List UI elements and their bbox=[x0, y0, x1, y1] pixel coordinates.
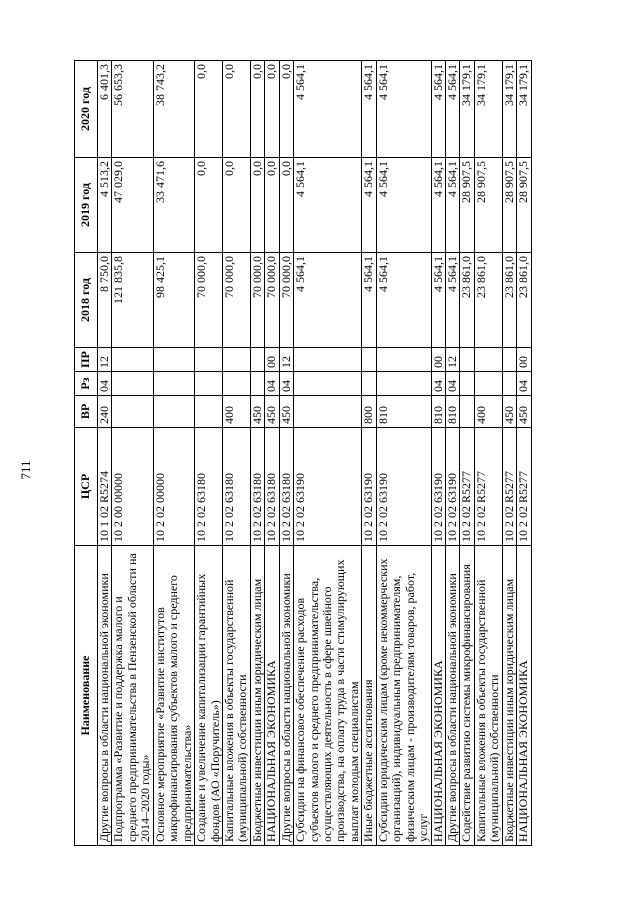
cell-2019: 28 907,5 bbox=[517, 158, 531, 253]
table-row bbox=[445, 61, 459, 846]
cell-2019: 0,0 bbox=[279, 158, 293, 253]
cell-rz: 04 bbox=[445, 372, 459, 396]
cell-rz bbox=[153, 372, 194, 396]
cell-name: НАЦИОНАЛЬНАЯ ЭКОНОМИКА bbox=[265, 546, 279, 846]
table-row bbox=[460, 61, 474, 846]
table-row bbox=[279, 61, 293, 846]
cell-csr: 10 2 02 63180 bbox=[279, 428, 293, 546]
cell-2020: 0,0 bbox=[265, 61, 279, 158]
header-2019: 2019 год bbox=[75, 158, 98, 253]
cell-name: Подпрограмма «Развитие и поддержка малого и среднего предпринимательства в Пензенской области на 2014–2020 годы» bbox=[112, 546, 153, 846]
cell-csr: 10 2 02 R5277 bbox=[502, 428, 516, 546]
cell-pr bbox=[502, 348, 516, 372]
table-row bbox=[474, 61, 502, 846]
cell-csr: 10 2 02 63180 bbox=[222, 428, 250, 546]
cell-name: Создание и увеличение капитализации гарантийных фондов (АО «Поручитель») bbox=[195, 546, 223, 846]
cell-vr bbox=[195, 396, 223, 428]
cell-rz bbox=[195, 372, 223, 396]
cell-2019: 28 907,5 bbox=[502, 158, 516, 253]
cell-name: Бюджетные инвестиции иным юридическим лицам bbox=[502, 546, 516, 846]
cell-2020: 34 179,1 bbox=[502, 61, 516, 158]
cell-name: Капитальные вложения в объекты государственной (муниципальной) собственности bbox=[222, 546, 250, 846]
cell-csr: 10 2 00 00000 bbox=[112, 428, 153, 546]
cell-vr: 450 bbox=[517, 396, 531, 428]
table-header-row bbox=[75, 61, 98, 846]
cell-name: НАЦИОНАЛЬНАЯ ЭКОНОМИКА bbox=[517, 546, 531, 846]
cell-vr: 800 bbox=[362, 396, 376, 428]
cell-2019: 4 564,1 bbox=[294, 158, 362, 253]
cell-2020: 38 743,2 bbox=[153, 61, 194, 158]
cell-pr bbox=[294, 348, 362, 372]
cell-2020: 0,0 bbox=[279, 61, 293, 158]
cell-rz bbox=[112, 372, 153, 396]
cell-2019: 0,0 bbox=[222, 158, 250, 253]
cell-csr: 10 2 02 R5277 bbox=[517, 428, 531, 546]
cell-pr: 12 bbox=[279, 348, 293, 372]
cell-csr: 10 2 02 00000 bbox=[153, 428, 194, 546]
cell-2019: 47 029,0 bbox=[112, 158, 153, 253]
cell-vr: 400 bbox=[222, 396, 250, 428]
cell-2019: 4 564,1 bbox=[376, 158, 431, 253]
cell-2019: 0,0 bbox=[195, 158, 223, 253]
cell-vr: 810 bbox=[445, 396, 459, 428]
cell-2018: 4 564,1 bbox=[445, 253, 459, 348]
cell-pr: 12 bbox=[98, 348, 112, 372]
table-row bbox=[362, 61, 376, 846]
cell-pr bbox=[460, 348, 474, 372]
cell-rz: 04 bbox=[431, 372, 445, 396]
cell-csr: 10 2 02 63190 bbox=[445, 428, 459, 546]
cell-2020: 0,0 bbox=[250, 61, 264, 158]
cell-pr: 12 bbox=[445, 348, 459, 372]
table-row bbox=[222, 61, 250, 846]
cell-2018: 4 564,1 bbox=[376, 253, 431, 348]
cell-rz: 04 bbox=[279, 372, 293, 396]
cell-rz: 04 bbox=[265, 372, 279, 396]
cell-vr: 450 bbox=[250, 396, 264, 428]
cell-2020: 56 653,3 bbox=[112, 61, 153, 158]
cell-csr: 10 2 02 63180 bbox=[250, 428, 264, 546]
cell-name: Другие вопросы в области национальной экономики bbox=[445, 546, 459, 846]
cell-pr bbox=[153, 348, 194, 372]
cell-2019: 0,0 bbox=[250, 158, 264, 253]
cell-vr: 810 bbox=[431, 396, 445, 428]
cell-csr: 10 1 02 R5274 bbox=[98, 428, 112, 546]
table-row bbox=[431, 61, 445, 846]
cell-rz bbox=[222, 372, 250, 396]
cell-2019: 28 907,5 bbox=[460, 158, 474, 253]
cell-name: Другие вопросы в области национальной экономики bbox=[279, 546, 293, 846]
cell-vr bbox=[112, 396, 153, 428]
cell-pr bbox=[222, 348, 250, 372]
cell-pr bbox=[195, 348, 223, 372]
cell-rz bbox=[294, 372, 362, 396]
table-row bbox=[153, 61, 194, 846]
table-row bbox=[502, 61, 516, 846]
cell-2019: 0,0 bbox=[265, 158, 279, 253]
cell-2019: 4 513,2 bbox=[98, 158, 112, 253]
cell-pr bbox=[112, 348, 153, 372]
table-row bbox=[98, 61, 112, 846]
header-2018: 2018 год bbox=[75, 253, 98, 348]
cell-2018: 98 425,1 bbox=[153, 253, 194, 348]
cell-2018: 70 000,0 bbox=[195, 253, 223, 348]
header-csr: ЦСР bbox=[75, 428, 98, 546]
cell-name: Бюджетные инвестиции иным юридическим лицам bbox=[250, 546, 264, 846]
cell-pr: 00 bbox=[431, 348, 445, 372]
cell-name: Другие вопросы в области национальной экономики bbox=[98, 546, 112, 846]
cell-csr: 10 2 02 63180 bbox=[265, 428, 279, 546]
cell-2018: 23 861,0 bbox=[502, 253, 516, 348]
cell-2018: 70 000,0 bbox=[222, 253, 250, 348]
cell-csr: 10 2 02 63190 bbox=[294, 428, 362, 546]
table-row bbox=[294, 61, 362, 846]
cell-2020: 4 564,1 bbox=[431, 61, 445, 158]
cell-rz bbox=[362, 372, 376, 396]
budget-table bbox=[74, 60, 532, 846]
cell-pr bbox=[474, 348, 502, 372]
cell-csr: 10 2 02 63190 bbox=[362, 428, 376, 546]
cell-vr: 400 bbox=[474, 396, 502, 428]
cell-2018: 70 000,0 bbox=[250, 253, 264, 348]
cell-name: Субсидии юридическим лицам (кроме некоммерческих организаций), индивидуальным предпринимателям, физическим лицам - производителям товаров, работ, услуг bbox=[376, 546, 431, 846]
cell-2018: 70 000,0 bbox=[265, 253, 279, 348]
header-2020: 2020 год bbox=[75, 61, 98, 158]
cell-2018: 23 861,0 bbox=[474, 253, 502, 348]
cell-2020: 4 564,1 bbox=[294, 61, 362, 158]
cell-csr: 10 2 02 63180 bbox=[195, 428, 223, 546]
cell-csr: 10 2 02 R5277 bbox=[474, 428, 502, 546]
cell-2018: 121 835,8 bbox=[112, 253, 153, 348]
cell-2018: 23 861,0 bbox=[460, 253, 474, 348]
cell-name: Содействие развитию системы микрофинансирования bbox=[460, 546, 474, 846]
cell-2020: 4 564,1 bbox=[445, 61, 459, 158]
cell-rz: 04 bbox=[98, 372, 112, 396]
header-vr: ВР bbox=[75, 396, 98, 428]
table-row bbox=[265, 61, 279, 846]
rotated-page-content bbox=[74, 61, 532, 846]
cell-2020: 4 564,1 bbox=[362, 61, 376, 158]
table-row bbox=[517, 61, 531, 846]
header-pr: ПР bbox=[75, 348, 98, 372]
cell-2020: 0,0 bbox=[195, 61, 223, 158]
cell-2018: 4 564,1 bbox=[362, 253, 376, 348]
cell-vr: 450 bbox=[265, 396, 279, 428]
cell-pr bbox=[250, 348, 264, 372]
table-row bbox=[376, 61, 431, 846]
cell-pr: 00 bbox=[517, 348, 531, 372]
cell-2018: 4 564,1 bbox=[431, 253, 445, 348]
cell-rz bbox=[502, 372, 516, 396]
cell-2018: 8 750,0 bbox=[98, 253, 112, 348]
table-row bbox=[112, 61, 153, 846]
cell-vr: 450 bbox=[279, 396, 293, 428]
table-row bbox=[195, 61, 223, 846]
cell-rz bbox=[460, 372, 474, 396]
cell-vr bbox=[294, 396, 362, 428]
header-name: Наименование bbox=[75, 546, 98, 846]
cell-name: Основное мероприятие «Развитие институтов микрофинансирования субъектов малого и среднего предпринимательства» bbox=[153, 546, 194, 846]
cell-name: НАЦИОНАЛЬНАЯ ЭКОНОМИКА bbox=[431, 546, 445, 846]
cell-vr bbox=[153, 396, 194, 428]
cell-2019: 4 564,1 bbox=[445, 158, 459, 253]
cell-2019: 4 564,1 bbox=[431, 158, 445, 253]
cell-2020: 34 179,1 bbox=[517, 61, 531, 158]
cell-2018: 70 000,0 bbox=[279, 253, 293, 348]
cell-name: Субсидии на финансовое обеспечение расходов субъектов малого и среднего предпринимательства, осуществляющих деятельность в сфере швейного производства, на оплату труда в части стимулирующих выплат молодым специалистам bbox=[294, 546, 362, 846]
cell-vr: 450 bbox=[502, 396, 516, 428]
cell-rz bbox=[376, 372, 431, 396]
cell-vr bbox=[460, 396, 474, 428]
cell-2020: 0,0 bbox=[222, 61, 250, 158]
cell-pr: 00 bbox=[265, 348, 279, 372]
cell-name: Капитальные вложения в объекты государственной (муниципальной) собственности bbox=[474, 546, 502, 846]
cell-2018: 4 564,1 bbox=[294, 253, 362, 348]
cell-csr: 10 2 02 R5277 bbox=[460, 428, 474, 546]
cell-rz: 04 bbox=[517, 372, 531, 396]
cell-csr: 10 2 02 63190 bbox=[376, 428, 431, 546]
cell-rz bbox=[474, 372, 502, 396]
cell-csr: 10 2 02 63190 bbox=[431, 428, 445, 546]
table-row bbox=[250, 61, 264, 846]
header-rz: Рз bbox=[75, 372, 98, 396]
cell-2018: 23 861,0 bbox=[517, 253, 531, 348]
cell-2020: 6 401,3 bbox=[98, 61, 112, 158]
cell-2019: 28 907,5 bbox=[474, 158, 502, 253]
cell-pr bbox=[362, 348, 376, 372]
cell-2020: 4 564,1 bbox=[376, 61, 431, 158]
cell-vr: 240 bbox=[98, 396, 112, 428]
page-number: 711 bbox=[18, 460, 33, 480]
cell-pr bbox=[376, 348, 431, 372]
cell-2019: 4 564,1 bbox=[362, 158, 376, 253]
cell-2020: 34 179,1 bbox=[474, 61, 502, 158]
cell-2019: 33 471,6 bbox=[153, 158, 194, 253]
cell-vr: 810 bbox=[376, 396, 431, 428]
cell-name: Иные бюджетные ассигнования bbox=[362, 546, 376, 846]
cell-2020: 34 179,1 bbox=[460, 61, 474, 158]
cell-rz bbox=[250, 372, 264, 396]
